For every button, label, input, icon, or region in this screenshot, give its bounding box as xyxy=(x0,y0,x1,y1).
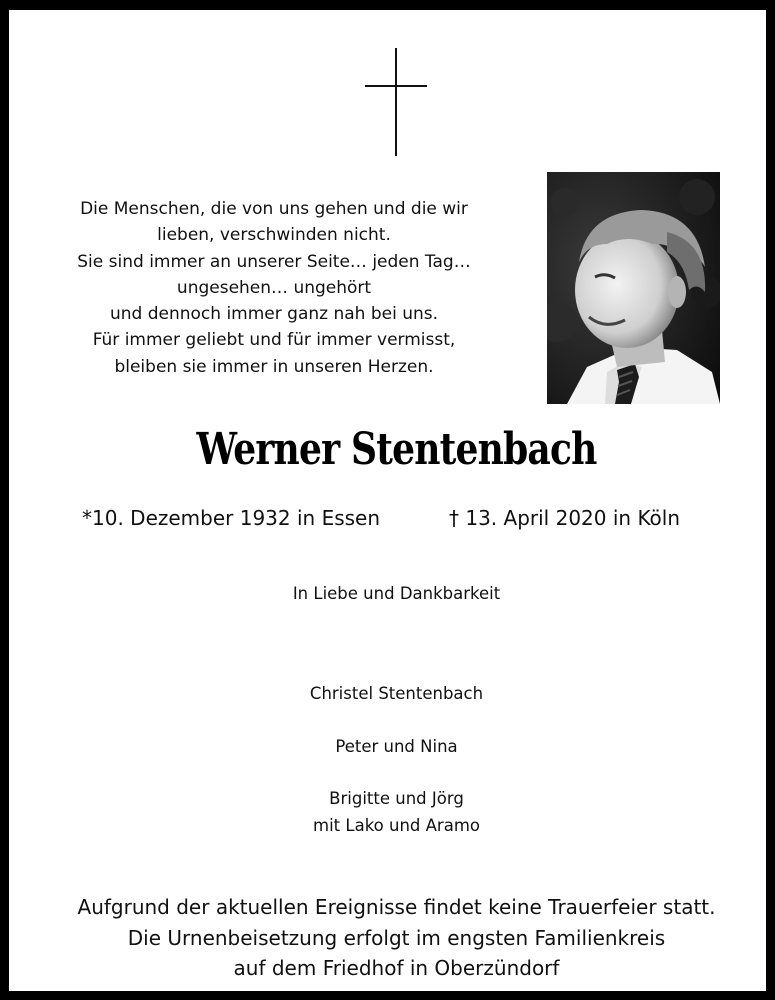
mourner-name: mit Lako und Aramo xyxy=(313,816,480,835)
mourner-name: Christel Stentenbach xyxy=(309,684,484,703)
poem-line: Die Menschen, die von uns gehen und die wir xyxy=(80,199,468,219)
mourner-name: Brigitte und Jörg xyxy=(329,789,464,808)
funeral-information xyxy=(9,892,775,984)
mourner-name: Peter und Nina xyxy=(335,737,458,756)
closing-phrase: In Liebe und Dankbarkeit xyxy=(292,584,501,603)
portrait-photo xyxy=(547,172,720,404)
poem-line: lieben, verschwinden nicht. xyxy=(157,225,391,246)
birth-date: *10. Dezember 1932 in Essen xyxy=(82,506,381,530)
poem-line: ungesehen… ungehört xyxy=(176,277,372,298)
poem-line: Für immer geliebt und für immer vermisst, xyxy=(92,330,456,351)
footer-line: Aufgrund der aktuellen Ereignisse findet keine Trauerfeier statt. xyxy=(77,895,716,919)
poem-line: bleiben sie immer in unseren Herzen. xyxy=(114,356,434,377)
death-date: † 13. April 2020 in Köln xyxy=(449,506,681,530)
poem-line: und dennoch immer ganz nah bei uns. xyxy=(109,304,439,325)
deceased-name: Werner Stentenbach xyxy=(196,424,597,475)
poem-line: Sie sind immer an unserer Seite… jeden Tag… xyxy=(77,251,471,272)
footer-line: auf dem Friedhof in Oberzündorf xyxy=(233,956,560,980)
footer-line: Die Urnenbeisetzung erfolgt im engsten Familienkreis xyxy=(127,925,666,950)
cross-icon xyxy=(365,48,427,156)
memorial-poem xyxy=(39,196,509,380)
